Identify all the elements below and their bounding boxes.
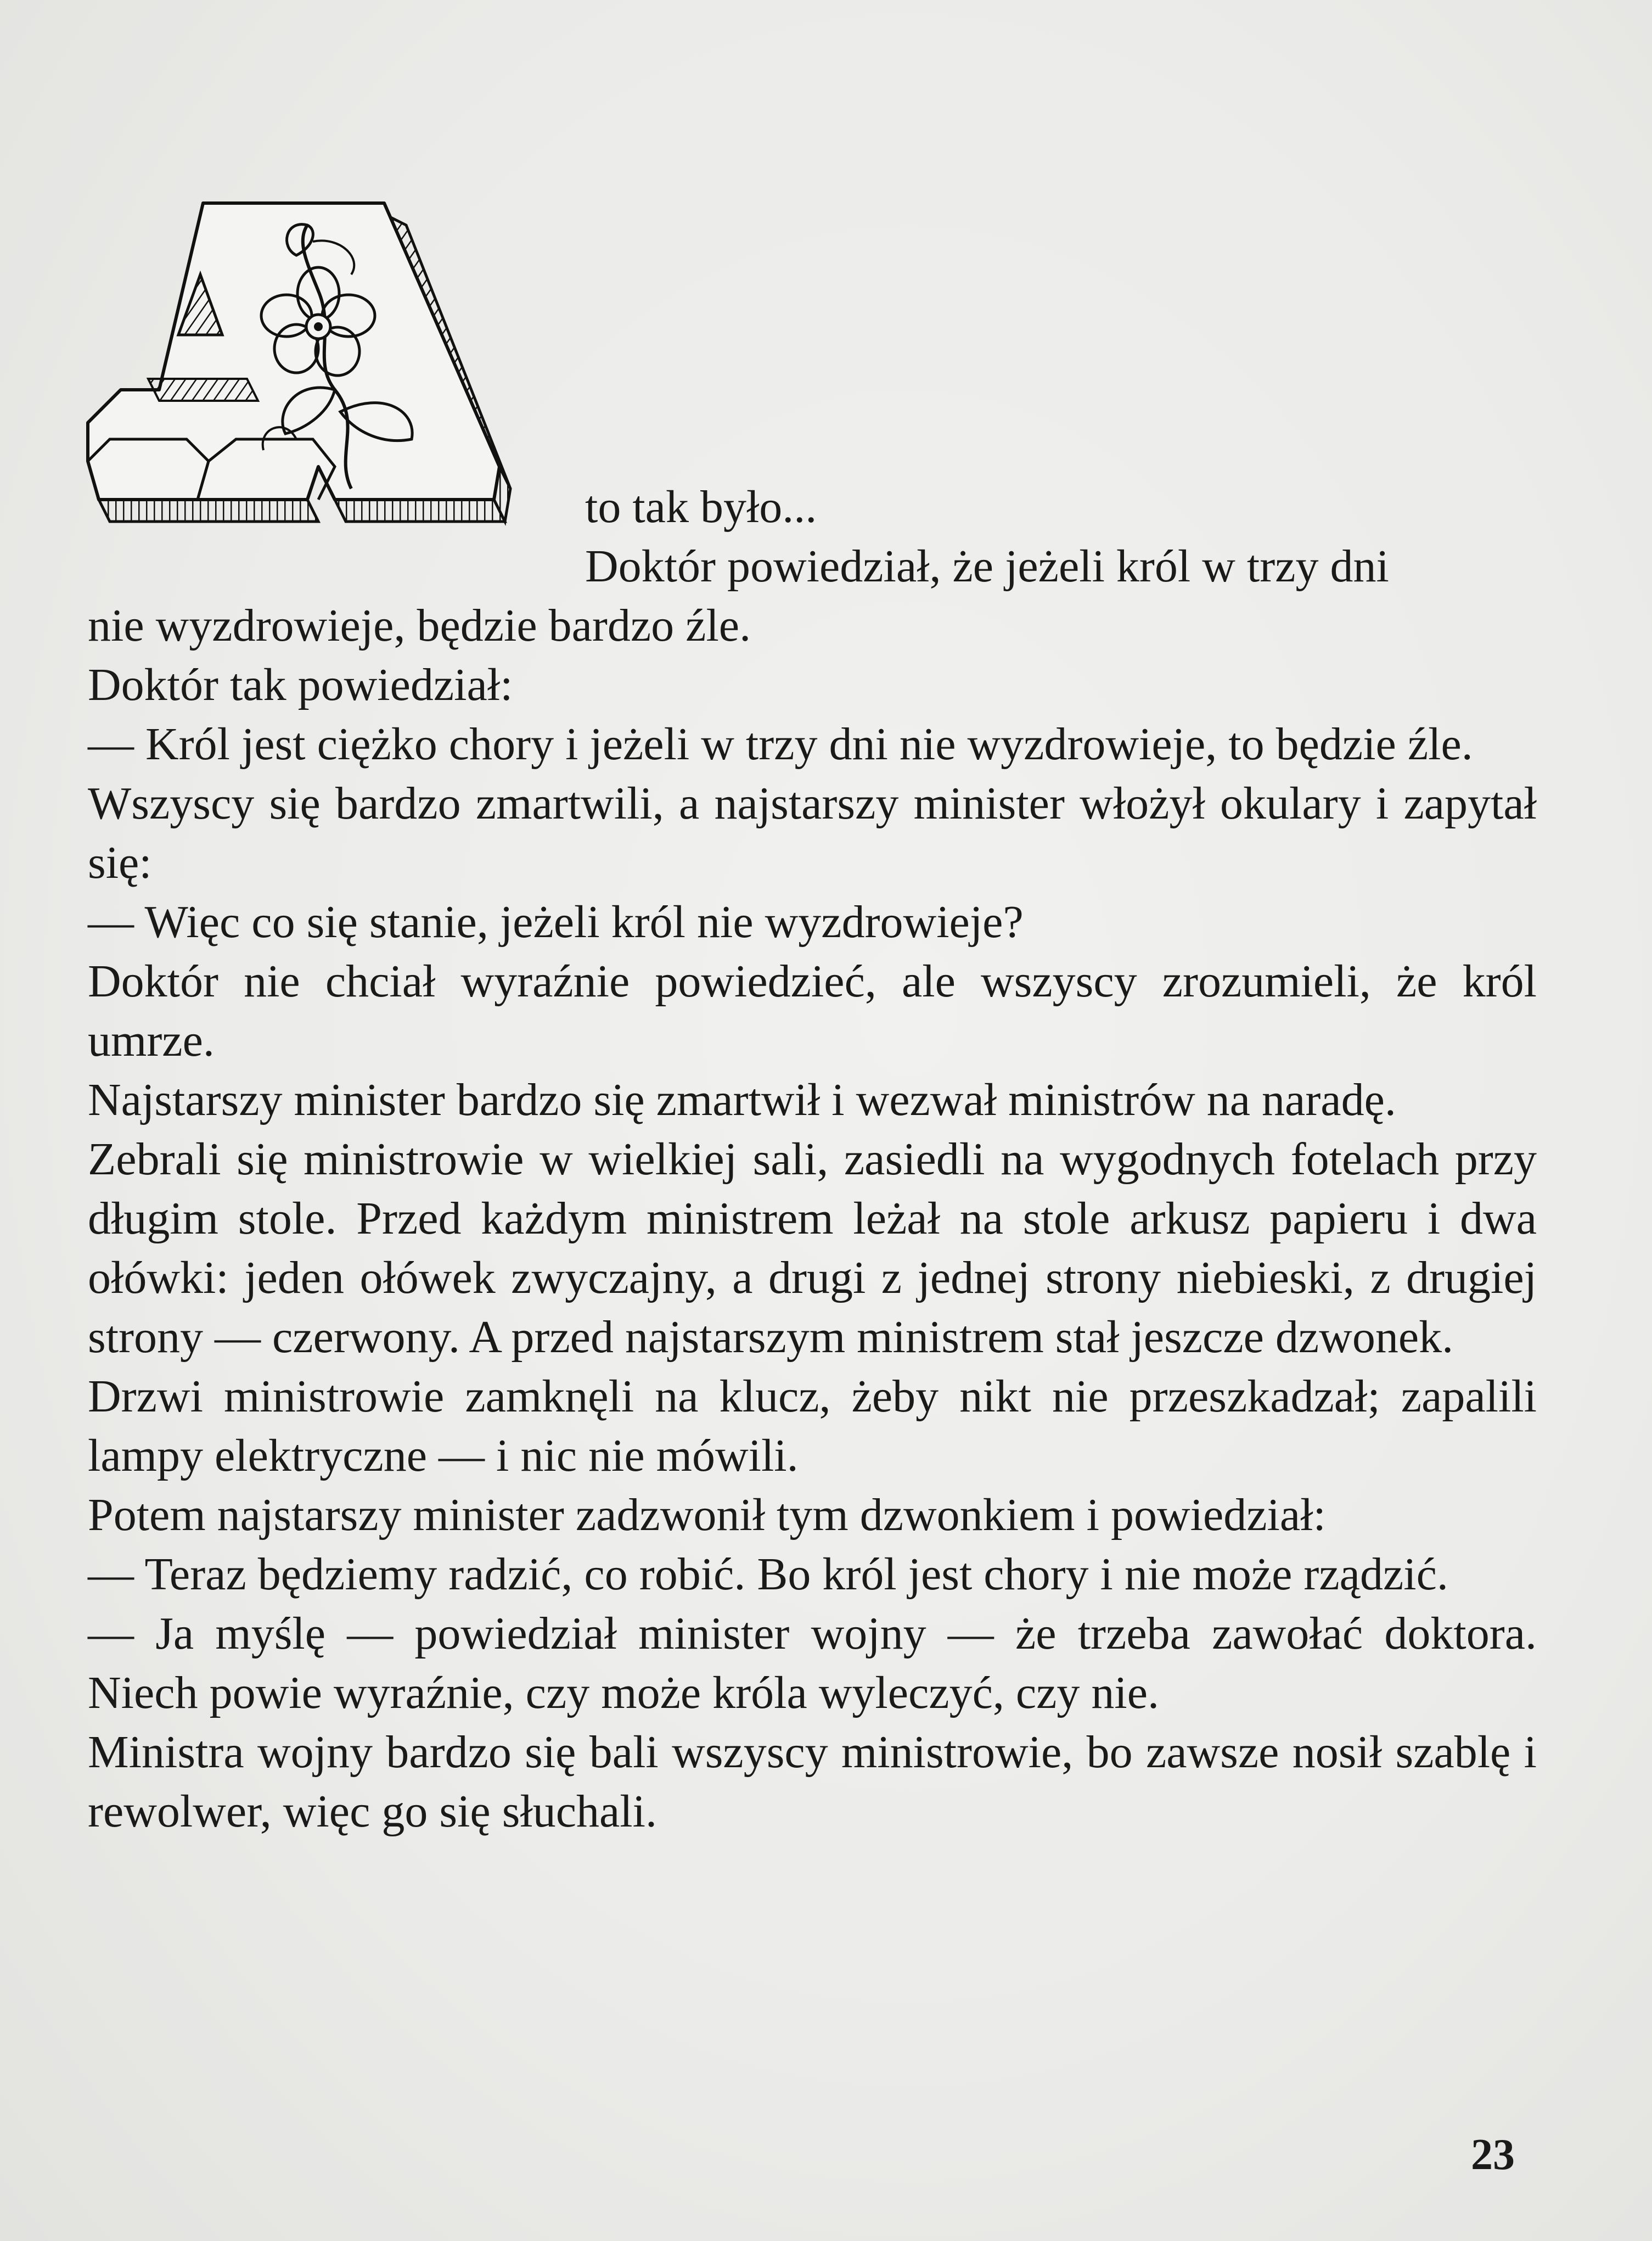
paragraph: Ministra wojny bardzo się bali wszyscy ministrowie, bo zawsze nosił szablę i rewolwer, więc go się słuchali. bbox=[88, 1727, 1537, 1837]
body-text bbox=[88, 478, 1537, 1841]
paragraph: Wszyscy się bardzo zmartwili, a najstarszy minister włożył okulary i zapytał się: bbox=[88, 778, 1537, 888]
opening-line-1: to tak było... bbox=[585, 481, 817, 533]
paragraph: — Teraz będziemy radzić, co robić. Bo król jest chory i nie może rządzić. bbox=[88, 1549, 1448, 1600]
opening-line-3: nie wyzdrowieje, będzie bardzo źle. bbox=[88, 600, 751, 651]
opening-line-2: Doktór powiedział, że jeżeli król w trzy dni bbox=[585, 541, 1389, 592]
paragraph: — Król jest ciężko chory i jeżeli w trzy dni nie wyzdrowieje, to będzie źle. bbox=[88, 719, 1473, 770]
paragraph: Doktór tak powiedział: bbox=[88, 659, 513, 710]
paragraph: Zebrali się ministrowie w wielkiej sali, zasiedli na wygodnych fotelach przy długim stole. Przed każdym ministrem leżał na stole arkusz papieru i dwa ołówki: jeden ołówek zwyczajny, a drugi z jednej strony niebieski, z drugiej strony — czerwony. A przed najstarszym ministrem stał jeszcze dzwonek. bbox=[88, 1134, 1537, 1363]
opening-lines bbox=[88, 478, 1537, 596]
paragraph: — Ja myślę — powiedział minister wojny — że trzeba zawołać doktora. Niech powie wyraźnie, czy może króla wyleczyć, czy nie. bbox=[88, 1608, 1537, 1718]
page-number: 23 bbox=[1471, 2131, 1515, 2179]
paragraph: — Więc co się stanie, jeżeli król nie wyzdrowieje? bbox=[88, 897, 1024, 948]
paragraph: Potem najstarszy minister zadzwonił tym dzwonkiem i powiedział: bbox=[88, 1489, 1326, 1540]
paragraph: Drzwi ministrowie zamknęli na klucz, żeby nikt nie przeszkadzał; zapalili lampy elektryczne — i nic nie mówili. bbox=[88, 1371, 1537, 1481]
paragraph: Doktór nie chciał wyraźnie powiedzieć, ale wszyscy zrozumieli, że król umrze. bbox=[88, 956, 1537, 1066]
paragraph: Najstarszy minister bardzo się zmartwił i wezwał ministrów na naradę. bbox=[88, 1074, 1396, 1125]
